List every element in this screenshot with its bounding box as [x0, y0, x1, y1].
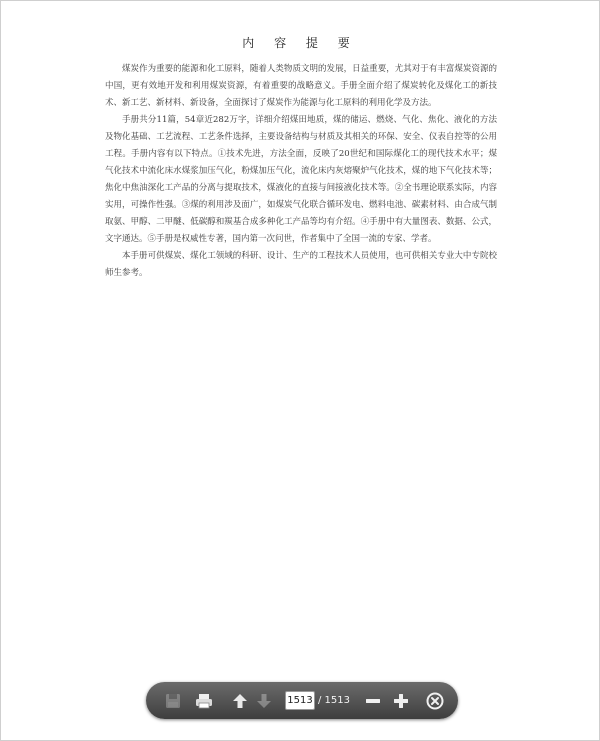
minus-icon [365, 693, 381, 709]
arrow-down-icon [256, 693, 272, 709]
zoom-in-button[interactable] [390, 690, 412, 712]
page-total-label: / 1513 [318, 695, 350, 706]
next-page-button[interactable] [253, 690, 275, 712]
page-title: 内 容 提 要 [242, 36, 358, 50]
page-number-input[interactable] [285, 691, 315, 710]
document-body [105, 61, 497, 282]
zoom-out-button[interactable] [362, 690, 384, 712]
paragraph-3: 本手册可供煤炭、煤化工领域的科研、设计、生产的工程技术人员使用，也可供相关专业大中专院校师生参考。 [105, 251, 497, 278]
arrow-up-icon [232, 693, 248, 709]
save-button[interactable] [162, 690, 184, 712]
previous-page-button[interactable] [229, 690, 251, 712]
save-icon [165, 693, 181, 709]
print-button[interactable] [193, 690, 215, 712]
print-icon [195, 693, 213, 709]
viewer-toolbar [146, 682, 458, 719]
close-button[interactable] [424, 690, 446, 712]
paragraph-2: 手册共分11篇，54章近282万字，详细介绍煤田地质，煤的储运、燃烧、气化、焦化、液化的方法及物化基础、工艺流程、工艺条件选择，主要设备结构与材质及其相关的环保、安全、仪表自控等的公用工程。手册内容有以下特点。①技术先进，方法全面，反映了20世纪和国际煤化工的现代技术水平；煤气化技术中流化床水煤浆加压气化，粉煤加压气化，流化床内灰熔聚炉气化技术，煤的地下气化技术等；焦化中焦油深化工产品的分离与提取技术，煤液化的直接与间接液化技术等。②全书理论联系实际，内容实用，可操作性强。③煤的利用涉及面广，如煤炭气化联合循环发电、燃料电池、碳素材料、由合成气制取氨、甲醇、二甲醚、低碳醇和羰基合成多种化工产品等均有介绍。④手册中有大量图表、数据、公式，文字通达。⑤手册是权威性专著，国内第一次问世，作者集中了全国一流的专家、学者。 [105, 115, 497, 244]
paragraph-1: 煤炭作为重要的能源和化工原料，随着人类物质文明的发展，日益重要，尤其对于有丰富煤炭资源的中国，更有效地开发和利用煤炭资源，有着重要的战略意义。手册全面介绍了煤炭转化及煤化工的新技术、新工艺、新材料、新设备，全面探讨了煤炭作为能源与化工原料的利用化学及方法。 [105, 64, 497, 108]
close-icon [426, 692, 444, 710]
plus-icon [393, 693, 409, 709]
